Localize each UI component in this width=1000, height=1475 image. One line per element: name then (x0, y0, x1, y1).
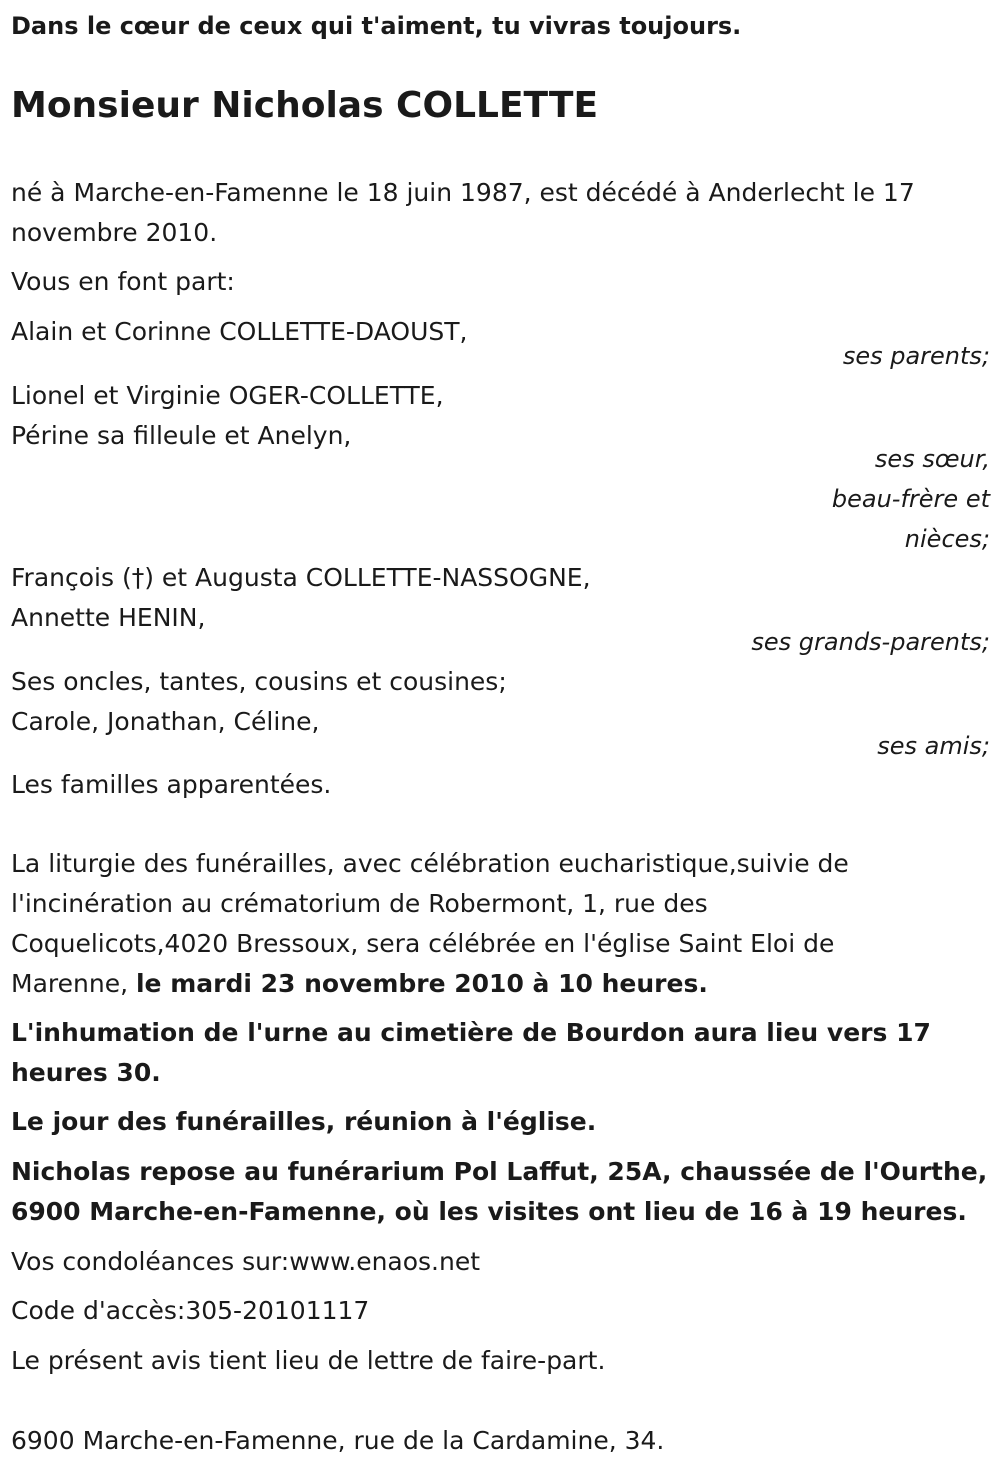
visit-line-1: Nicholas repose au funérarium Pol Laffut, 25A, chaussée de l'Ourthe, (11, 1157, 988, 1186)
grandparents-line-2: Annette HENIN, (11, 603, 206, 632)
notice-text: Le présent avis tient lieu de lettre de faire-part. (11, 1346, 606, 1375)
sister-line-1: Lionel et Virginie OGER-COLLETTE, (11, 381, 444, 410)
sister-role-3: nièces; (904, 525, 990, 553)
birth-line-2: novembre 2010. (11, 218, 218, 247)
related-families: Les familles apparentées. (11, 770, 332, 799)
meeting-text: Le jour des funérailles, réunion à l'église. (11, 1107, 597, 1136)
grandparents-line-1: François (†) et Augusta COLLETTE-NASSOGNE, (11, 563, 591, 592)
ceremony-line-2: l'incinération au crématorium de Robermont, 1, rue des (11, 889, 708, 918)
ceremony-line-4 (11, 964, 708, 1004)
condolences-text: Vos condoléances sur:www.enaos.net (11, 1247, 481, 1276)
burial-line-2: heures 30. (11, 1058, 161, 1087)
parents-role: ses parents; (842, 342, 990, 370)
ceremony-prefix: Marenne, (11, 969, 136, 998)
motto: Dans le cœur de ceux qui t'aiment, tu vivras toujours. (11, 12, 742, 40)
ceremony-line-3: Coquelicots,4020 Bressoux, sera célébrée en l'église Saint Eloi de (11, 929, 835, 958)
friends-role: ses amis; (877, 732, 990, 760)
burial-line-1: L'inhumation de l'urne au cimetière de Bourdon aura lieu vers 17 (11, 1018, 931, 1047)
address-text: 6900 Marche-en-Famenne, rue de la Cardamine, 34. (11, 1426, 665, 1455)
sister-role-2: beau-frère et (831, 485, 990, 513)
sister-line-2: Périne sa filleule et Anelyn, (11, 421, 352, 450)
access-code: Code d'accès:305-20101117 (11, 1296, 370, 1325)
uncles-line: Ses oncles, tantes, cousins et cousines; (11, 667, 507, 696)
parents-names: Alain et Corinne COLLETTE-DAOUST, (11, 317, 468, 346)
grandparents-role: ses grands-parents; (751, 628, 990, 656)
visit-line-2: 6900 Marche-en-Famenne, où les visites ont lieu de 16 à 19 heures. (11, 1197, 967, 1226)
birth-line-1: né à Marche-en-Famenne le 18 juin 1987, est décédé à Anderlecht le 17 (11, 178, 915, 207)
page-title: Monsieur Nicholas COLLETTE (11, 85, 599, 126)
intro-text: Vous en font part: (11, 267, 235, 296)
ceremony-line-1: La liturgie des funérailles, avec célébration eucharistique,suivie de (11, 849, 849, 878)
ceremony-date: le mardi 23 novembre 2010 à 10 heures. (135, 969, 708, 998)
friends-names: Carole, Jonathan, Céline, (11, 707, 320, 736)
sister-role-1: ses sœur, (874, 445, 990, 473)
